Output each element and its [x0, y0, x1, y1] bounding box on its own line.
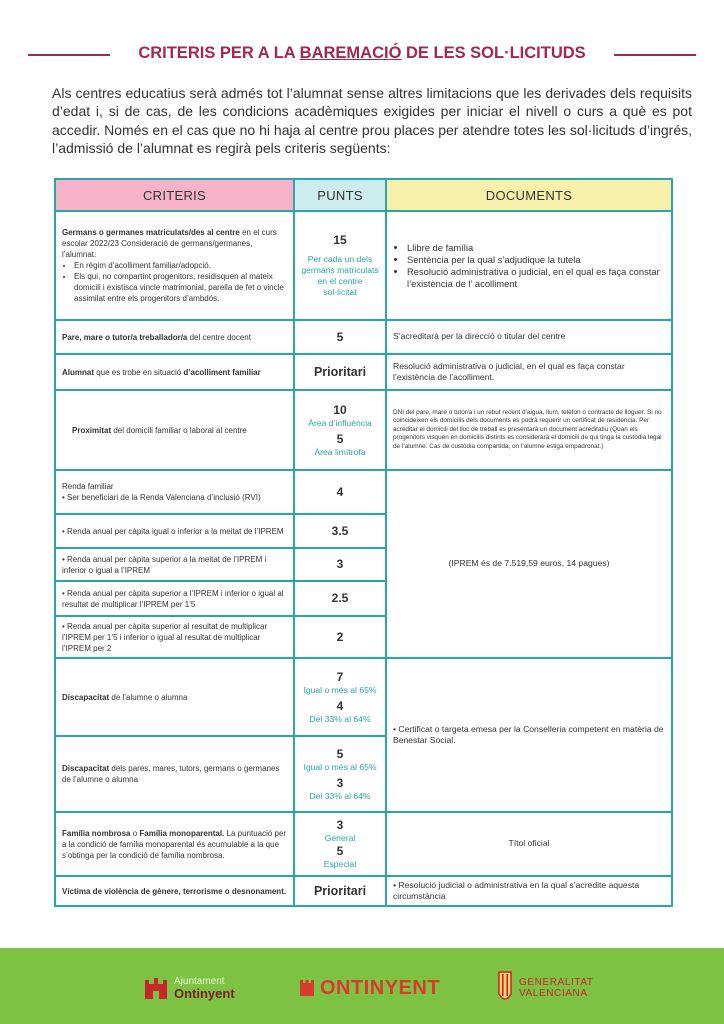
row-germans	[55, 211, 672, 320]
punts-renda-3: 2.5	[294, 581, 386, 616]
punts-treballador: 5	[294, 320, 386, 354]
document-nombrosa: Títol oficial	[386, 812, 672, 876]
criteri-nombrosa: Família nombrosa o Família monoparental. La puntuació per a la condició de família monoparental és acumulable a la que s’obtinga per la condició de família nombrosa.	[55, 812, 294, 876]
row-acolliment	[55, 354, 672, 390]
table-header-row	[55, 179, 672, 211]
title-rule-right	[614, 54, 696, 56]
punts-acolliment: Prioritari	[294, 354, 386, 390]
criteri-discapacitat-alumne: Discapacitat de l’alumne o alumna	[55, 658, 294, 736]
punts-renda-rvi: 4	[294, 470, 386, 514]
ajuntament-logo: Ajuntament Ontinyent	[142, 968, 235, 1008]
row-nombrosa	[55, 812, 672, 876]
title-rule-left	[28, 54, 110, 56]
punts-nombrosa: 3 General 5 Especial	[294, 812, 386, 876]
row-violencia	[55, 876, 672, 906]
criteri-renda-2: • Renda anual per càpita superior a la meitat de l’IPREM i inferior o igual a l’IPREM	[55, 548, 294, 581]
ontinyent-logo: ONTINYENT	[298, 968, 440, 1008]
criteri-renda-3: • Renda anual per càpita superior a l’IPREM i inferior o igual al resultat de multiplicar l’IPREM per 1’5	[55, 581, 294, 616]
criteri-proximitat: Proximitat del domicili familiar o laboral al centre	[55, 390, 294, 470]
castle-icon	[142, 974, 170, 1002]
document-proximitat: DNI del pare, mare o tutor/a i un rebut recent d’aigua, llum, telèfon o contracte de lloguer. Si no coincideixen els domicilis dels documents es podrà requerir un certificat de residència. Per acreditar el domicili del lloc de treball es presentarà un document acreditatiu (Quan els progenitors visquen en domicilis distints es considerarà el domicili de qui tinga la custòdia legal de l’alumne. Cas de custòdia compartida, on l’alumne estiga empadronat.)	[386, 390, 672, 470]
list-item: • Els qui, no compartint progenitors, residisquen al mateix domicili i existisca vincle matrimonial, parella de fet o vincle assimilat entre els progenitors d’ambdós.	[74, 271, 287, 304]
punts-discapacitat-alumne: 7 Igual o més al 65% 4 Del 33% al 64%	[294, 658, 386, 736]
header-punts: PUNTS	[294, 179, 386, 211]
punts-germans: 15 Per cada un dels germans matriculats en el centre sol·licitat	[294, 211, 386, 320]
criteri-germans: Germans o germanes matriculats/des al centre en el curs escolar 2022/23 Consideració de germans/germanes, l’alumnat: • En règim d’acolliment familiar/adopció. • Els qui, no compartint progenitors, residisquen al mateix domicili i existisca vincle matrimonial, parella de fet o vincle assimilat entre els progenitors d’ambdós.	[55, 211, 294, 320]
page-title: CRITERIS PER A LA BAREMACIÓ DE LES SOL·LICITUDS	[138, 44, 586, 62]
ontinyent-mark-icon	[298, 978, 316, 998]
criteri-renda-rvi: Renda familiar • Ser beneficiari de la Renda Valenciana d’inclusió (RVI)	[55, 470, 294, 514]
document-discapacitat: • Certificat o targeta emesa per la Conselleria competent en matèria de Benestar Social.	[386, 658, 672, 812]
header-criteris: CRITERIS	[55, 179, 294, 211]
row-treballador	[55, 320, 672, 354]
list-item: • Resolució administrativa o judicial, en el qual es faça constar l’existència de l’ acolliment	[407, 266, 665, 290]
punts-renda-2: 3	[294, 548, 386, 581]
punts-violencia: Prioritari	[294, 876, 386, 906]
documents-germans	[386, 211, 672, 320]
criteri-renda-1: • Renda anual per càpita igual o inferior a la meitat de l’IPREM	[55, 514, 294, 548]
punts-proximitat: 10 Àrea d’influència 5 Àrea limítrofa	[294, 390, 386, 470]
document-renda: (IPREM és de 7.519,59 euros, 14 pagues)	[386, 470, 672, 658]
list-item: • Sentència per la qual s’adjudique la tutela	[407, 254, 665, 266]
row-proximitat	[55, 390, 672, 470]
generalitat-logo: GENERALITAT VALENCIANA	[497, 968, 594, 1008]
criteri-violencia: Víctima de violència de gènere, terrorisme o desnonament.	[55, 876, 294, 906]
punts-renda-1: 3.5	[294, 514, 386, 548]
punts-discapacitat-familia: 5 Igual o més al 65% 3 Del 33% al 64%	[294, 736, 386, 812]
document-violencia: • Resolució judicial o administrativa en la qual s’acredite aquesta circumstància	[386, 876, 672, 906]
criteri-acolliment: Alumnat que es trobe en situació d’acolliment familiar	[55, 354, 294, 390]
criteri-discapacitat-familia: Discapacitat dels pares, mares, tutors, germans o germanes de l’alumne o alumna	[55, 736, 294, 812]
row-renda-rvi	[55, 470, 672, 514]
punts-renda-4: 2	[294, 616, 386, 658]
criteria-table	[54, 178, 673, 907]
document-acolliment: Resolució administrativa o judicial, en el qual es faça constar l’existència de l’acolliment.	[386, 354, 672, 390]
list-item: • Llibre de família	[407, 242, 665, 254]
document-treballador: S’acreditarà per la direcció o titular del centre	[386, 320, 672, 354]
title-row	[28, 44, 696, 66]
header-documents: DOCUMENTS	[386, 179, 672, 211]
list-item: • En règim d’acolliment familiar/adopció.	[74, 260, 287, 271]
row-discapacitat-alumne	[55, 658, 672, 736]
intro-paragraph: Als centres educatius serà admés tot l’alumnat sense altres limitacions que les derivades dels requisits d’edat i, si de cas, de les condicions acadèmiques exigides per iniciar el nivell o curs a què es pot accedir. Només en el cas que no hi haja al centre prou places per atendre totes les sol·licituds d’ingrés, l’admissió de l’alumnat es regirà pels criteris següents:	[52, 85, 692, 157]
criteri-renda-4: • Renda anual per càpita superior al resultat de multiplicar l’IPREM per 1’5 i inferior o igual al resultat de multiplicar l’IPREM per 2	[55, 616, 294, 658]
coat-of-arms-icon	[497, 970, 513, 1006]
criteri-treballador: Pare, mare o tutor/a treballador/a del centre docent	[55, 320, 294, 354]
